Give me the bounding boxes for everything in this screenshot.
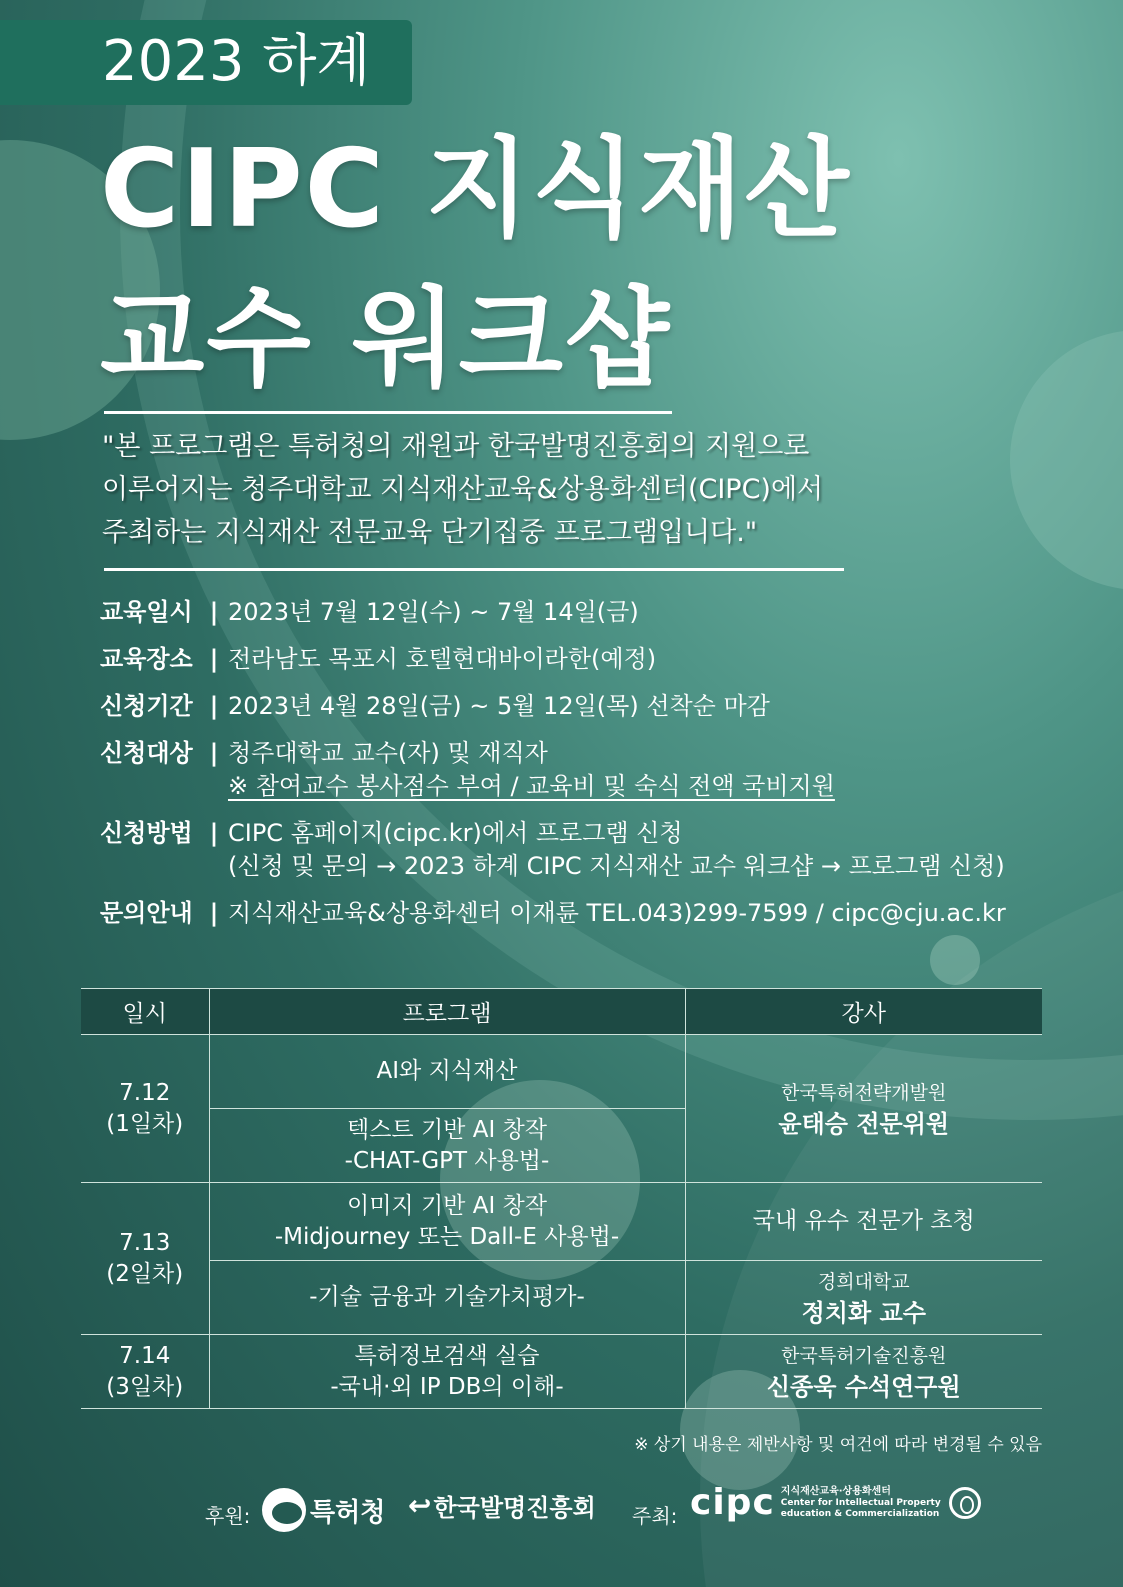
intro-quote <box>102 425 862 554</box>
info-row-date <box>100 596 1100 629</box>
date-cell <box>81 1183 209 1335</box>
table-row <box>81 1035 1042 1109</box>
cipc-subtitle <box>781 1486 941 1520</box>
instructor-cell <box>685 1335 1042 1409</box>
info-value-text: CIPC 홈페이지(cipc.kr)에서 프로그램 신청 <box>228 819 683 847</box>
info-value-path: (신청 및 문의 → 2023 하계 CIPC 지식재산 교수 워크샵 → 프로그램 신청) <box>228 852 1005 880</box>
info-label: 문의안내 <box>100 899 193 927</box>
day-text: (1일차) <box>106 1110 184 1137</box>
program-cell: -기술 금융과 기술가치평가- <box>209 1261 685 1335</box>
divider <box>104 411 672 414</box>
intro-line: "본 프로그램은 특허청의 재원과 한국발명진흥회의 지원으로 <box>102 431 810 462</box>
season-badge-text: 2023 하계 <box>102 29 371 94</box>
info-label: 교육일시 <box>100 598 193 626</box>
info-label: 교육장소 <box>100 645 193 673</box>
table-row <box>81 1261 1042 1335</box>
change-notice: ※ 상기 내용은 제반사항 및 여건에 따라 변경될 수 있음 <box>634 1435 1042 1455</box>
date-text: 7.13 <box>119 1229 171 1256</box>
info-separator: | <box>209 899 219 927</box>
info-row-contact <box>100 897 1100 930</box>
info-separator: | <box>209 739 219 767</box>
header-program: 프로그램 <box>209 989 685 1035</box>
instructor-name: 윤태승 전문위원 <box>778 1109 950 1138</box>
instructor-cell <box>685 1035 1042 1183</box>
kipo-name: 특허청 <box>310 1497 386 1528</box>
cipc-mark: cipc <box>690 1482 775 1523</box>
cipc-sub-line: Center for Intellectual Property <box>780 1497 941 1508</box>
instructor-cell <box>685 1261 1042 1335</box>
day-text: (2일차) <box>106 1260 184 1287</box>
info-separator: | <box>209 692 219 720</box>
info-value: 2023년 4월 28일(금) ~ 5월 12일(목) 선착순 마감 <box>228 692 770 720</box>
info-separator: | <box>209 645 219 673</box>
program-title: 특허정보검색 실습 <box>354 1342 540 1369</box>
info-separator: | <box>209 598 219 626</box>
info-separator: | <box>209 819 219 847</box>
info-row-target <box>100 737 1100 803</box>
date-cell <box>81 1035 209 1183</box>
instructor-org: 한국특허기술진흥원 <box>781 1344 947 1367</box>
info-list <box>100 596 1100 944</box>
instructor-cell: 국내 유수 전문가 초청 <box>685 1183 1042 1261</box>
info-value-text: 청주대학교 교수(자) 및 재직자 <box>228 739 548 767</box>
program-title: 이미지 기반 AI 창작 <box>347 1192 547 1219</box>
header-date: 일시 <box>81 989 209 1035</box>
header-instructor: 강사 <box>685 989 1042 1035</box>
day-text: (3일차) <box>106 1373 184 1400</box>
title-line-1: CIPC 지식재산 <box>100 127 851 252</box>
intro-line: 주최하는 지식재산 전문교육 단기집중 프로그램입니다." <box>102 517 758 548</box>
kipa-name: 한국발명진흥회 <box>433 1494 596 1522</box>
info-row-period <box>100 690 1100 723</box>
intro-line: 이루어지는 청주대학교 지식재산교육&상용화센터(CIPC)에서 <box>102 474 824 505</box>
info-row-place <box>100 643 1100 676</box>
cipc-sub-line: education & Commercialization <box>780 1508 940 1519</box>
program-cell <box>209 1335 685 1409</box>
title-line-2: 교수 워크샵 <box>100 277 672 402</box>
kipa-swoosh-icon: ↩ <box>408 1489 432 1522</box>
date-cell <box>81 1335 209 1409</box>
info-row-method <box>100 817 1100 883</box>
table-row <box>81 1335 1042 1409</box>
program-subtitle: -국내·외 IP DB의 이해- <box>330 1373 564 1400</box>
kipo-logo <box>262 1488 385 1532</box>
divider <box>104 568 844 571</box>
program-cell <box>209 1109 685 1183</box>
info-value <box>228 817 1100 883</box>
program-cell <box>209 1183 685 1261</box>
cipc-sub-line: 지식재산교육·상용화센터 <box>780 1485 891 1497</box>
footer <box>0 1478 1123 1548</box>
host-label: 주최: <box>632 1504 678 1528</box>
program-title: 텍스트 기반 AI 창작 <box>347 1116 547 1143</box>
date-text: 7.14 <box>119 1342 171 1369</box>
info-value: 2023년 7월 12일(수) ~ 7월 14일(금) <box>228 598 639 626</box>
program-cell: AI와 지식재산 <box>209 1035 685 1109</box>
support-note: ※ 참여교수 봉사점수 부여 / 교육비 및 숙식 전액 국비지원 <box>228 772 835 800</box>
info-label: 신청대상 <box>100 739 193 767</box>
schedule-table <box>81 988 1042 1409</box>
university-seal-icon <box>949 1487 981 1519</box>
instructor-name: 신종욱 수석연구원 <box>766 1372 961 1401</box>
date-text: 7.12 <box>119 1079 171 1106</box>
info-value: 전라남도 목포시 호텔현대바이라한(예정) <box>228 645 657 673</box>
info-value <box>228 737 1100 803</box>
instructor-org: 경희대학교 <box>817 1270 910 1293</box>
instructor-name: 정치화 교수 <box>801 1298 926 1327</box>
kipa-logo <box>408 1488 596 1523</box>
program-subtitle: -CHAT-GPT 사용법- <box>344 1147 550 1174</box>
kipo-emblem-icon <box>262 1488 306 1532</box>
table-header-row <box>81 989 1042 1035</box>
table-row <box>81 1183 1042 1261</box>
program-subtitle: -Midjourney 또는 Dall-E 사용법- <box>274 1223 620 1250</box>
instructor-org: 한국특허전략개발원 <box>781 1081 947 1104</box>
sponsor-label: 후원: <box>205 1504 251 1528</box>
info-value: 지식재산교육&상용화센터 이재륜 TEL.043)299-7599 / cipc@cju.ac.kr <box>228 899 1006 927</box>
info-label: 신청방법 <box>100 819 193 847</box>
info-label: 신청기간 <box>100 692 193 720</box>
cipc-logo <box>690 1482 981 1523</box>
